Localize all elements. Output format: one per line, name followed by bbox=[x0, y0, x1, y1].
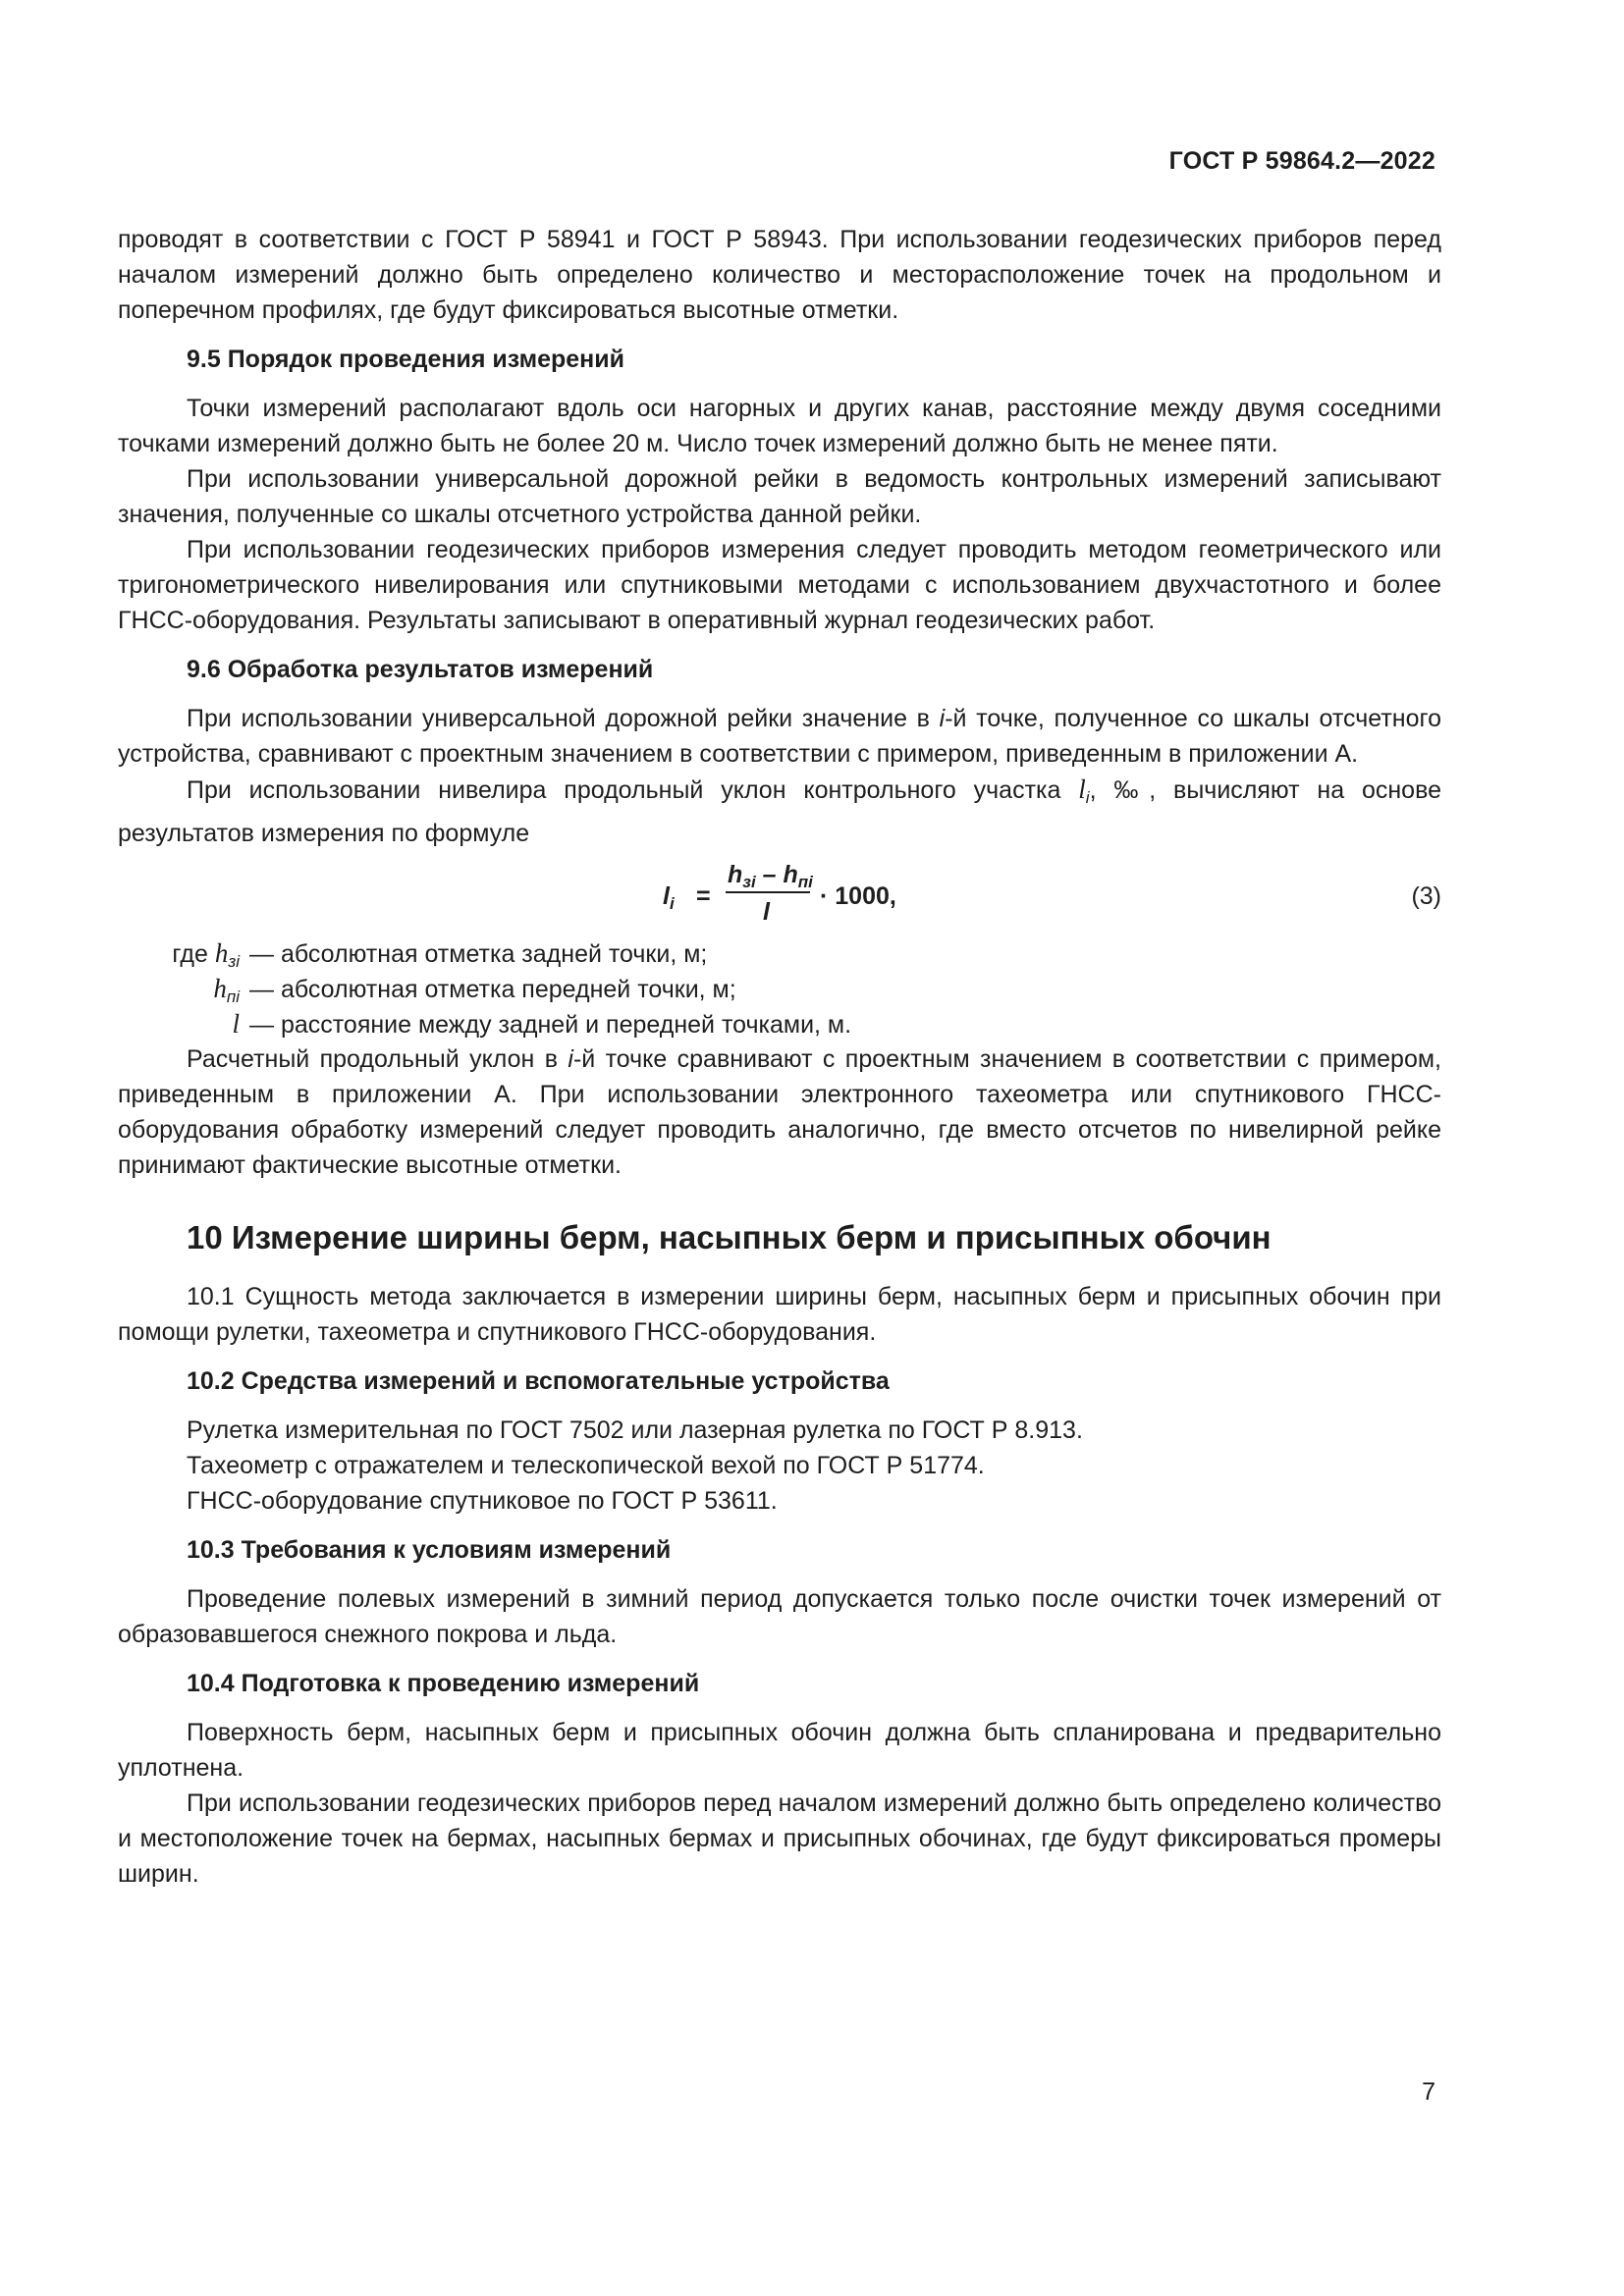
section-10-2-line-2: Тахеометр с отражателем и телескопической вехой по ГОСТ Р 51774. bbox=[187, 1452, 985, 1479]
section-10-4-title: 10.4 Подготовка к проведению измерений bbox=[187, 1670, 700, 1697]
definition-item: $h_{пi}$ — абсолютная отметка передней точки, м; bbox=[213, 974, 736, 1006]
section-10-3-paragraph: Проведение полевых измерений в зимний период допускается только после очистки точек измерений от образовавшегося снежного покрова и льда. bbox=[118, 1585, 1441, 1648]
variable-definitions bbox=[118, 935, 1441, 1041]
section-10-4-paragraph-1: Поверхность берм, насыпных берм и присыпных обочин должна быть спланирована и предварительно уплотнена. bbox=[118, 1719, 1441, 1782]
definition-item: где $h_{зi}$ — абсолютная отметка задней точки, м; bbox=[172, 938, 708, 971]
definition-item: l — расстояние между задней и передней точками, м. bbox=[232, 1009, 852, 1039]
document-header: ГОСТ Р 59864.2—2022 bbox=[1168, 147, 1435, 175]
section-9-6-paragraph-3: Расчетный продольный уклон в i-й точке сравнивают с проектным значением в соответствии с примером, приведенным в приложении А. При использовании электронного тахеометра или спутникового ГНСС-оборудования обработку измерений следует проводить аналогично, где вместо отсчетов по нивелирной рейке принимают фактические высотные отметки. bbox=[118, 1045, 1442, 1179]
page-number: 7 bbox=[1422, 2078, 1435, 2106]
section-9-5-paragraph-1: Точки измерений располагают вдоль оси нагорных и других канав, расстояние между двумя соседними точками измерений должно быть не более 20 м. Число точек измерений должно быть не менее пяти. bbox=[118, 395, 1441, 457]
section-10-4-paragraph-2: При использовании геодезических приборов перед началом измерений должно быть определено количество и местоположение точек на бермах, насыпных бермах и присыпных обочинах, где будут фиксироваться промеры ширин. bbox=[118, 1789, 1441, 1888]
formula-number: (3) bbox=[1411, 882, 1441, 910]
section-10-2-line-3: ГНСС-оборудование спутниковое по ГОСТ Р 53611. bbox=[187, 1487, 778, 1515]
section-9-5-paragraph-3: При использовании геодезических приборов измерения следует проводить методом геометрического или тригонометрического нивелирования или спутниковыми методами с использованием двухчастотного и более ГНСС-оборудования. Результаты записывают в оперативный журнал геодезических работ. bbox=[118, 536, 1441, 634]
section-10-3-title: 10.3 Требования к условиям измерений bbox=[187, 1536, 672, 1564]
section-9-6-paragraph-1: При использовании универсальной дорожной рейки значение в i-й точке, полученное со шкалы отсчетного устройства, сравнивают с проектным значением в соответствии с примером, приведенным в приложении А. bbox=[118, 705, 1441, 768]
section-10-1-paragraph: 10.1 Сущность метода заключается в измерении ширины берм, насыпных берм и присыпных обочин при помощи рулетки, тахеометра и спутникового ГНСС-оборудования. bbox=[118, 1283, 1441, 1346]
section-10-2-title: 10.2 Средства измерений и вспомогательные устройства bbox=[187, 1367, 890, 1395]
section-9-5-title: 9.5 Порядок проведения измерений bbox=[187, 346, 625, 373]
fraction-bar bbox=[726, 891, 810, 893]
section-9-6-paragraph-2: При использовании нивелира продольный уклон контрольного участка $l_i$, ‰, вычисляют на основе результатов измерения по формуле bbox=[118, 774, 1441, 847]
section-10-title: 10 Измерение ширины берм, насыпных берм и присыпных обочин bbox=[187, 1219, 1272, 1255]
section-9-5-paragraph-2: При использовании универсальной дорожной рейки в ведомость контрольных измерений записывают значения, полученные со шкалы отсчетного устройства данной рейки. bbox=[118, 465, 1441, 528]
formula-3: $l_i$ = $h_{зi} - h_{пi}$ l · 1000, (3) bbox=[663, 861, 1441, 926]
page-body bbox=[118, 222, 1441, 1892]
section-9-6-title: 9.6 Обработка результатов измерений bbox=[187, 656, 654, 683]
section-10-2-line-1: Рулетка измерительная по ГОСТ 7502 или лазерная рулетка по ГОСТ Р 8.913. bbox=[187, 1416, 1083, 1444]
intro-paragraph: проводят в соответствии с ГОСТ Р 58941 и ГОСТ Р 58943. При использовании геодезических приборов перед началом измерений должно быть определено количество и месторасположение точек на продольном и поперечном профилях, где будут фиксироваться высотные отметки. bbox=[118, 226, 1441, 324]
